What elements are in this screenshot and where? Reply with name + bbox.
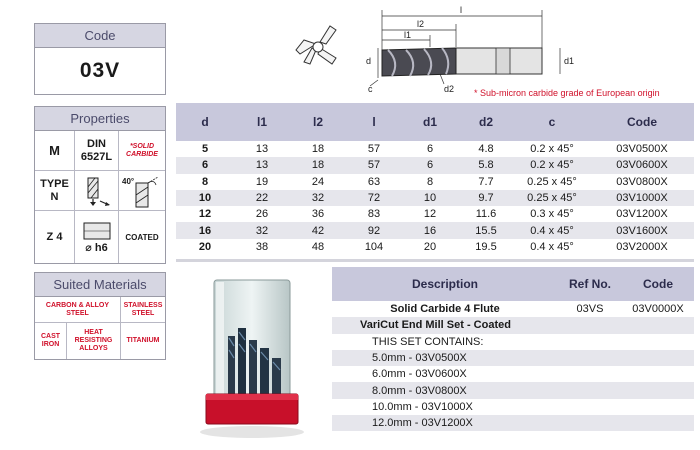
table-row <box>176 174 694 190</box>
cell-d: 10 <box>176 190 234 206</box>
label-l: l <box>460 5 462 15</box>
label-d2: d2 <box>444 84 455 94</box>
product-set-image <box>176 266 332 446</box>
table-row <box>176 157 694 173</box>
col-l2: l2 <box>290 103 346 141</box>
cell-c: 0.3 x 45° <box>530 208 574 221</box>
table-row <box>176 239 694 255</box>
cell-d2: 5.8 <box>458 157 514 173</box>
col-ref-no: Ref No. <box>558 267 622 301</box>
cell-c: 0.4 x 45° <box>514 222 590 238</box>
code-panel <box>34 23 166 95</box>
cell-l1: 22 <box>234 190 290 206</box>
cell-l1: 32 <box>234 222 290 238</box>
cell-l: 57 <box>367 143 381 156</box>
cell-l: 72 <box>346 190 402 206</box>
materials-panel <box>34 272 166 360</box>
section-divider <box>176 259 694 262</box>
col-code: Code <box>590 103 694 141</box>
cell-l2: 36 <box>311 208 325 221</box>
cell-code: 03V1600X <box>590 222 694 238</box>
materials-grid <box>35 297 165 359</box>
prop-flutes: Z 4 <box>35 211 75 263</box>
cell-l2: 48 <box>311 240 325 253</box>
cell-d: 12 <box>198 208 212 221</box>
set-item: 10.0mm - 03V1000X <box>372 400 473 413</box>
cell-l2: 18 <box>290 157 346 173</box>
cell-c: 0.4 x 45° <box>530 240 574 253</box>
empty-cell <box>622 317 694 333</box>
empty-cell <box>622 334 694 350</box>
footnote: * Sub-micron carbide grade of European origin <box>474 88 660 98</box>
cell-code: 03V1200X <box>616 208 668 221</box>
col-d1: d1 <box>402 103 458 141</box>
col-d: d <box>176 103 234 141</box>
table-row <box>176 190 694 206</box>
cell-d1: 10 <box>402 190 458 206</box>
set-subtitle: VariCut End Mill Set - Coated <box>332 317 558 333</box>
list-item <box>332 382 694 398</box>
cell-l: 83 <box>367 208 381 221</box>
prop-coated: COATED <box>125 232 159 242</box>
dimensions-table <box>176 103 694 255</box>
label-l2: l2 <box>417 19 425 29</box>
cell-l1: 13 <box>234 157 290 173</box>
cell-d2: 15.5 <box>458 222 514 238</box>
label-l1: l1 <box>404 30 412 40</box>
list-item <box>332 415 694 431</box>
empty-cell <box>622 415 694 431</box>
material-stainless: STAINLESS STEEL <box>121 297 165 323</box>
dimensions-header-row <box>176 103 694 141</box>
cell-l: 104 <box>364 240 384 253</box>
cell-d1: 6 <box>426 143 434 156</box>
empty-cell <box>558 415 622 431</box>
set-subtitle-row <box>332 317 694 333</box>
material-carbon-alloy: CARBON & ALLOY STEEL <box>35 297 121 323</box>
code-heading: Code <box>35 24 165 48</box>
set-contains-row <box>332 334 694 350</box>
cell-l1: 26 <box>255 208 269 221</box>
cell-d2: 4.8 <box>478 143 494 156</box>
cell-l2: 18 <box>311 143 325 156</box>
set-item: 8.0mm - 03V0800X <box>332 382 558 398</box>
col-d2: d2 <box>458 103 514 141</box>
properties-grid <box>35 131 165 263</box>
cell-l1: 19 <box>255 175 269 188</box>
list-item <box>332 399 694 415</box>
empty-cell <box>558 382 622 398</box>
set-item: 5.0mm - 03V0500X <box>332 350 558 366</box>
empty-cell <box>558 317 622 333</box>
set-title-row <box>332 301 694 317</box>
materials-heading: Suited Materials <box>35 273 165 297</box>
shank-tolerance-cell <box>75 211 119 263</box>
table-row <box>176 141 694 157</box>
list-item <box>332 350 694 366</box>
set-code: 03V0000X <box>632 303 684 316</box>
prop-standard: DIN 6527L <box>75 131 119 171</box>
cell-l2: 32 <box>290 190 346 206</box>
label-d1: d1 <box>564 56 575 66</box>
empty-cell <box>622 382 694 398</box>
cell-d1: 12 <box>423 208 437 221</box>
set-contains-label: THIS SET CONTAINS: <box>372 335 484 348</box>
cell-d1: 6 <box>402 157 458 173</box>
cell-d: 6 <box>176 157 234 173</box>
cell-c: 0.2 x 45° <box>514 157 590 173</box>
cell-l: 57 <box>346 157 402 173</box>
cell-code: 03V0500X <box>616 143 668 156</box>
material-heat-resisting: HEAT RESISTING ALLOYS <box>67 323 121 359</box>
set-ref-no: 03VS <box>576 303 604 316</box>
set-table <box>332 267 694 431</box>
technical-drawing <box>270 2 690 94</box>
set-header-row <box>332 267 694 301</box>
properties-heading: Properties <box>35 107 165 131</box>
cell-l1: 38 <box>255 240 269 253</box>
cell-code: 03V1000X <box>590 190 694 206</box>
prop-solid-carbide: *SOLID CARBIDE <box>119 131 165 171</box>
col-l: l <box>346 103 402 141</box>
label-c: c <box>368 84 373 94</box>
cell-code: 03V0800X <box>616 175 668 188</box>
cell-c: 0.2 x 45° <box>530 143 574 156</box>
set-description: Solid Carbide 4 Flute <box>390 303 500 316</box>
label-d: d <box>366 56 372 66</box>
cell-l: 92 <box>346 222 402 238</box>
shank-tolerance: ⌀ h6 <box>85 241 108 254</box>
helix-angle-cell <box>119 171 165 211</box>
cell-d1: 20 <box>423 240 437 253</box>
empty-cell <box>558 334 622 350</box>
cell-code: 03V0600X <box>590 157 694 173</box>
cell-d2: 9.7 <box>458 190 514 206</box>
cell-code: 03V2000X <box>616 240 668 253</box>
cell-d2: 11.6 <box>475 208 497 221</box>
cell-l: 63 <box>367 175 381 188</box>
col-set-code: Code <box>622 267 694 301</box>
set-item: 12.0mm - 03V1200X <box>332 415 558 431</box>
cell-d1: 16 <box>402 222 458 238</box>
prop-material-group: M <box>35 131 75 171</box>
cell-l1: 13 <box>255 143 269 156</box>
end-mill-side-view-icon <box>382 48 542 76</box>
empty-cell <box>558 366 622 382</box>
table-row <box>176 206 694 222</box>
end-view-icon <box>296 26 336 64</box>
col-description: Description <box>332 267 558 301</box>
cell-c: 0.25 x 45° <box>527 175 577 188</box>
empty-cell <box>622 366 694 382</box>
cell-l2: 42 <box>290 222 346 238</box>
material-titanium: TITANIUM <box>126 337 160 344</box>
table-row <box>176 222 694 238</box>
empty-cell <box>558 350 622 366</box>
code-value: 03V <box>79 59 121 82</box>
properties-panel <box>34 106 166 264</box>
set-item: 6.0mm - 03V0600X <box>372 368 467 381</box>
cell-d1: 8 <box>426 175 434 188</box>
cell-d2: 7.7 <box>478 175 494 188</box>
col-c: c <box>514 103 590 141</box>
cell-d: 5 <box>201 143 209 156</box>
list-item <box>332 366 694 382</box>
shank-icon <box>82 220 112 242</box>
cell-d: 20 <box>198 240 212 253</box>
helix-angle: 40° <box>122 177 135 186</box>
empty-cell <box>622 399 694 415</box>
material-cast-iron: CAST IRON <box>35 323 67 359</box>
empty-cell <box>622 350 694 366</box>
cell-d: 8 <box>201 175 209 188</box>
empty-cell <box>558 399 622 415</box>
cutting-direction-icon <box>75 171 119 211</box>
prop-type: TYPE N <box>35 171 75 211</box>
cell-d2: 19.5 <box>475 240 497 253</box>
cell-c: 0.25 x 45° <box>514 190 590 206</box>
cell-l2: 24 <box>311 175 325 188</box>
cell-d: 16 <box>176 222 234 238</box>
col-l1: l1 <box>234 103 290 141</box>
